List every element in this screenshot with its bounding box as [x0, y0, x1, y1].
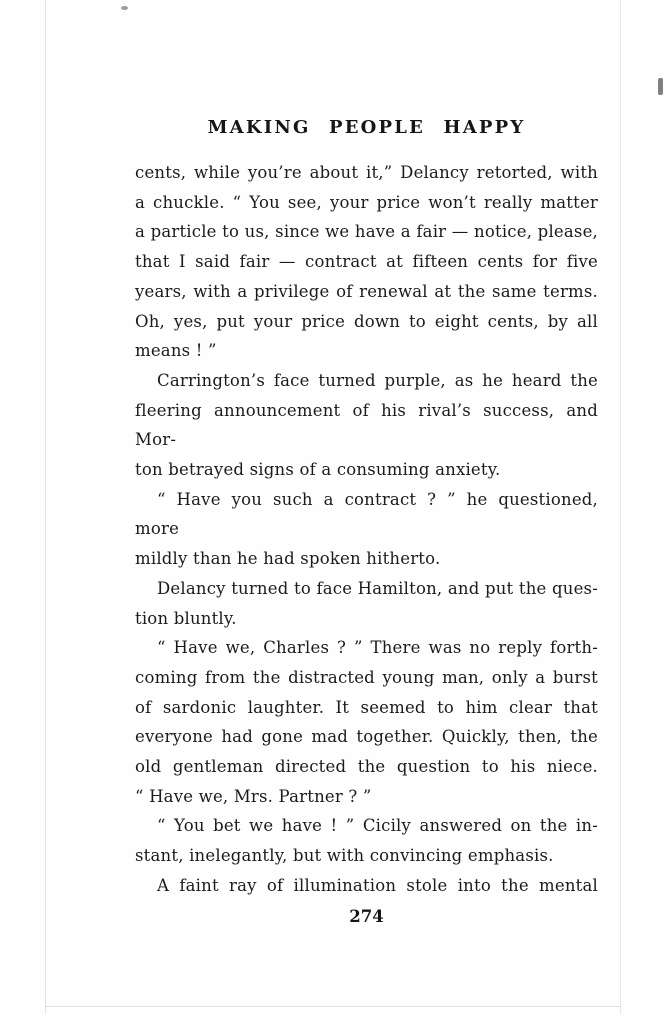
text-line: means ! ” — [135, 341, 217, 361]
text-line: mildly than he had spoken hitherto. — [135, 549, 441, 569]
scan-speck — [658, 78, 663, 95]
text-line: years, with a privilege of renewal at the same terms. — [135, 281, 598, 301]
text-line: a chuckle. “ You see, your price won’t really matter — [135, 192, 598, 212]
paragraph — [135, 633, 598, 811]
text-line: “ Have we, Charles ? ” There was no reply forth- — [157, 638, 598, 658]
text-line: Carrington’s face turned purple, as he heard the — [157, 370, 598, 390]
text-block — [135, 116, 598, 931]
text-line: cents, while you’re about it,” Delancy retorted, with — [135, 163, 598, 182]
text-line: stant, inelegantly, but with convincing emphasis. — [135, 846, 554, 866]
text-line: A faint ray of illumination stole into the mental — [157, 875, 598, 895]
text-line: a particle to us, since we have a fair — notice, please, — [135, 222, 598, 242]
page-edge-bottom — [45, 1006, 621, 1007]
paragraph — [135, 485, 598, 574]
running-header: MAKING PEOPLE HAPPY — [207, 117, 526, 138]
text-line: “ You bet we have ! ” Cicily answered on the in- — [157, 816, 598, 836]
text-line: everyone had gone mad together. Quickly, then, the — [135, 727, 598, 747]
text-line: Delancy turned to face Hamilton, and put the ques- — [157, 578, 598, 598]
page-edge-left — [45, 0, 46, 1014]
text-line: Oh, yes, put your price down to eight cents, by all — [135, 311, 598, 331]
text-line: old gentleman directed the question to his niece. — [135, 757, 598, 777]
text-line: “ Have we, Mrs. Partner ? ” — [135, 786, 372, 806]
paragraph — [135, 158, 598, 366]
text-line: ton betrayed signs of a consuming anxiety. — [135, 460, 501, 480]
text-line: “ Have you such a contract ? ” he questioned, more — [135, 489, 598, 539]
text-line: of sardonic laughter. It seemed to him clear that — [135, 697, 598, 717]
text-line: fleering announcement of his rival’s success, and Mor- — [135, 400, 598, 450]
text-line: that I said fair — contract at fifteen cents for five — [135, 252, 598, 272]
text-line: tion bluntly. — [135, 608, 237, 628]
scan-speck — [121, 6, 128, 10]
paragraph — [135, 574, 598, 633]
paragraph — [135, 871, 598, 901]
page-number: 274 — [349, 906, 384, 926]
text-line: coming from the distracted young man, only a burst — [135, 667, 598, 687]
paragraph — [135, 811, 598, 870]
page-edge-right — [620, 0, 621, 1014]
paragraph — [135, 366, 598, 485]
